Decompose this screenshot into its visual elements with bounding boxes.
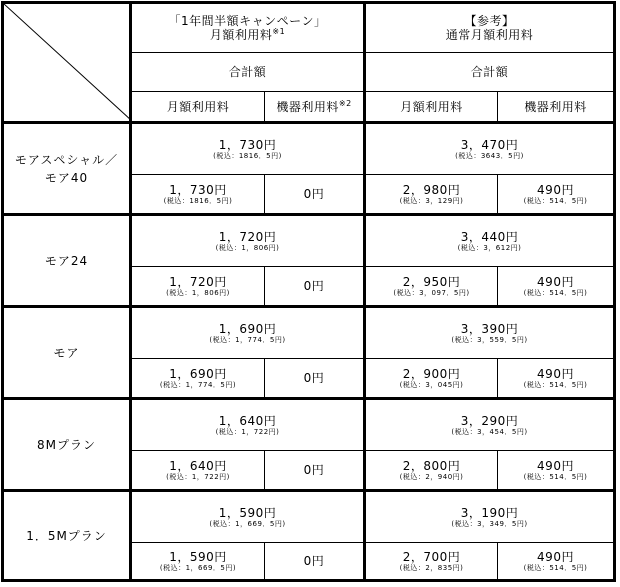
plan-name [3, 491, 131, 581]
plan-name-line1: モア [53, 345, 80, 360]
reference-equipment-tax: (税込：514．5円) [523, 196, 588, 205]
reference-total-tax: (税込：3，612円) [457, 243, 522, 252]
reference-equipment [498, 175, 615, 215]
reference-equipment [498, 359, 615, 399]
campaign-header [131, 3, 365, 53]
campaign-monthly [131, 175, 265, 215]
reference-total [365, 307, 615, 359]
plan-name [3, 399, 131, 491]
reference-total-tax: (税込：3643．5円) [455, 151, 524, 160]
corner-diagonal-line [4, 4, 132, 121]
reference-equipment [498, 267, 615, 307]
reference-title: 【参考】 [464, 14, 515, 29]
campaign-monthly-tax: (税込：1，722円) [166, 472, 230, 481]
campaign-equipment: 0円 [265, 451, 365, 491]
campaign-monthly [131, 543, 265, 581]
plan-name [3, 215, 131, 307]
plan-name-line1: 8Mプラン [37, 437, 96, 452]
reference-monthly [365, 451, 498, 491]
reference-total-value: 3，470円 [460, 137, 519, 152]
plan-name-line1: 1．5Mプラン [26, 528, 107, 543]
campaign-equipment-label: 機器利用料$^{※2}$ [265, 92, 365, 123]
campaign-total-value: 1，640円 [218, 413, 277, 428]
campaign-monthly-value: 1，640円 [169, 458, 227, 473]
reference-equipment-value: 490円 [537, 458, 574, 473]
reference-monthly-tax: (税込：3，045円) [399, 380, 464, 389]
reference-monthly-value: 2，950円 [402, 274, 461, 289]
campaign-monthly-value: 1，690円 [169, 366, 227, 381]
reference-equipment-tax: (税込：514．5円) [523, 380, 588, 389]
reference-subtitle: 通常月額利用料 [445, 28, 534, 43]
campaign-total-tax: (税込：1，669．5円) [209, 519, 286, 528]
corner-cell [3, 3, 131, 123]
reference-monthly-tax: (税込：2，940円) [399, 472, 464, 481]
reference-monthly-value: 2，800円 [402, 458, 461, 473]
campaign-total [131, 307, 365, 359]
campaign-total-value: 1，730円 [218, 137, 277, 152]
reference-total-value: 3，390円 [460, 321, 519, 336]
plan-name [3, 123, 131, 215]
reference-total [365, 123, 615, 175]
campaign-total [131, 215, 365, 267]
campaign-subtitle: 月額利用料$^{※1}$ [209, 27, 286, 43]
reference-equipment-tax: (税込：514．5円) [523, 288, 588, 297]
reference-monthly-tax: (税込：3，129円) [399, 196, 464, 205]
reference-equipment-label: 機器利用料 [498, 92, 615, 123]
table-row [3, 307, 615, 359]
campaign-total [131, 491, 365, 543]
reference-monthly-value: 2，900円 [402, 366, 461, 381]
campaign-monthly-label: 月額利用料 [131, 92, 265, 123]
campaign-total-value: 1，590円 [218, 505, 277, 520]
reference-total-tax: (税込：3，559．5円) [451, 335, 528, 344]
table-row [3, 491, 615, 543]
reference-total [365, 399, 615, 451]
campaign-monthly [131, 359, 265, 399]
campaign-equipment: 0円 [265, 267, 365, 307]
campaign-monthly-value: 1，590円 [169, 549, 227, 564]
reference-equipment-tax: (税込：514．5円) [523, 563, 588, 572]
reference-monthly-label: 月額利用料 [365, 92, 498, 123]
reference-equipment-value: 490円 [537, 549, 574, 564]
campaign-total [131, 123, 365, 175]
reference-total-value: 3，190円 [460, 505, 519, 520]
campaign-equipment: 0円 [265, 543, 365, 581]
campaign-monthly-tax: (税込：1，774．5円) [159, 380, 237, 389]
reference-equipment-value: 490円 [537, 182, 574, 197]
campaign-total-label: 合計額 [131, 53, 365, 92]
reference-total-tax: (税込：3，349．5円) [451, 519, 528, 528]
campaign-total-tax: (税込：1，806円) [215, 243, 280, 252]
campaign-monthly-tax: (税込：1，669．5円) [159, 563, 237, 572]
campaign-equipment: 0円 [265, 359, 365, 399]
reference-total [365, 491, 615, 543]
table-row [3, 123, 615, 175]
plan-name [3, 307, 131, 399]
table-row [3, 399, 615, 451]
reference-header [365, 3, 615, 53]
campaign-equipment: 0円 [265, 175, 365, 215]
reference-total-label: 合計額 [365, 53, 615, 92]
reference-monthly [365, 267, 498, 307]
plan-name-line2: モア40 [44, 170, 89, 185]
reference-equipment [498, 451, 615, 491]
pricing-table [1, 1, 616, 582]
reference-total-value: 3，290円 [460, 413, 519, 428]
reference-monthly [365, 359, 498, 399]
reference-total-tax: (税込：3，454．5円) [451, 427, 528, 436]
reference-equipment-value: 490円 [537, 274, 574, 289]
plan-name-line1: モアスペシャル／ [14, 152, 119, 167]
campaign-total-tax: (税込：1，722円) [215, 427, 280, 436]
campaign-title: 「1年間半額キャンペーン」 [168, 14, 327, 29]
reference-monthly-value: 2，700円 [402, 549, 461, 564]
reference-equipment-value: 490円 [537, 366, 574, 381]
reference-equipment-tax: (税込：514．5円) [523, 472, 588, 481]
note-1: ※1 [272, 27, 286, 37]
note-2: ※2 [338, 98, 352, 108]
campaign-monthly-tax: (税込：1，806円) [166, 288, 230, 297]
plan-name-line1: モア24 [44, 253, 89, 268]
reference-monthly-tax: (税込：3，097．5円) [393, 288, 470, 297]
campaign-monthly-value: 1，720円 [169, 274, 227, 289]
reference-monthly-value: 2，980円 [402, 182, 461, 197]
campaign-monthly [131, 451, 265, 491]
reference-monthly-tax: (税込：2，835円) [399, 563, 464, 572]
campaign-total-value: 1，690円 [218, 321, 277, 336]
campaign-monthly [131, 267, 265, 307]
campaign-total [131, 399, 365, 451]
campaign-total-value: 1，720円 [218, 229, 277, 244]
reference-total-value: 3，440円 [460, 229, 519, 244]
campaign-monthly-tax: (税込：1816．5円) [163, 196, 233, 205]
campaign-total-tax: (税込：1816．5円) [213, 151, 282, 160]
reference-monthly [365, 543, 498, 581]
campaign-total-tax: (税込：1，774．5円) [209, 335, 286, 344]
reference-total [365, 215, 615, 267]
table-row [3, 215, 615, 267]
reference-equipment [498, 543, 615, 581]
campaign-monthly-value: 1，730円 [169, 182, 227, 197]
reference-monthly [365, 175, 498, 215]
